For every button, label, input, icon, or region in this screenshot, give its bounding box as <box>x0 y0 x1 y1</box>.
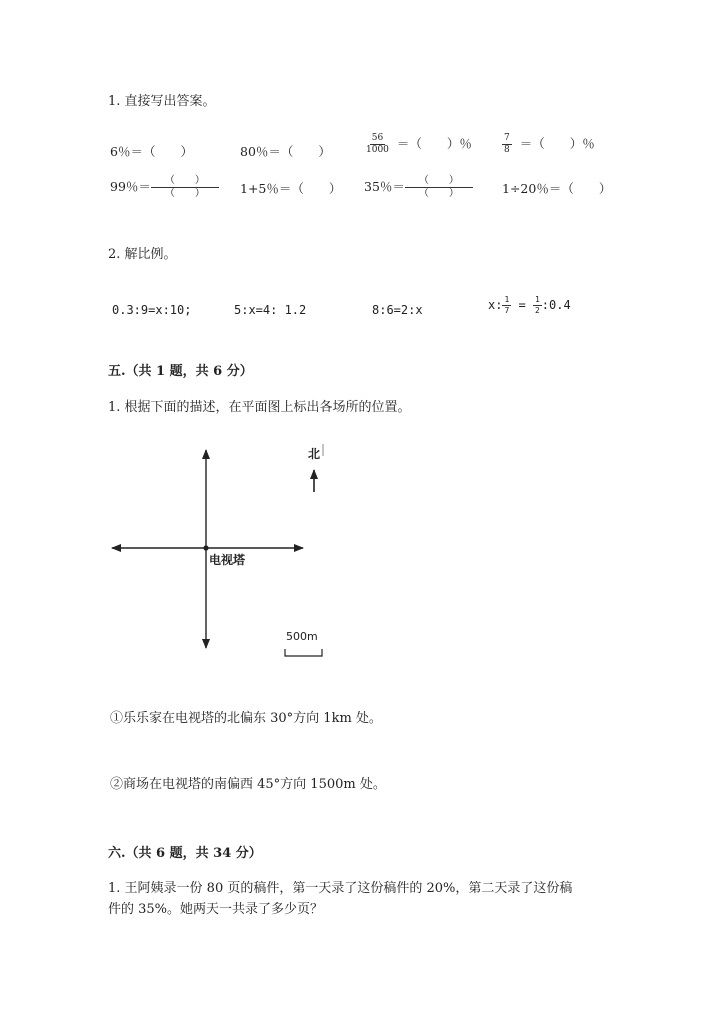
q1-expr-2: 80％＝（ ） <box>240 144 331 159</box>
section-5-item-2: ②商场在电视塔的南偏西 45°方向 1500m 处。 <box>110 777 386 792</box>
tv-tower-point <box>203 545 208 550</box>
q2-title: 2. 解比例。 <box>108 247 177 262</box>
expr-rest: ＝（ ）％ <box>396 136 472 151</box>
north-label: 北 <box>308 447 321 461</box>
section-5-question: 1. 根据下面的描述，在平面图上标出各场所的位置。 <box>108 400 411 415</box>
fraction-denominator: 1000 <box>366 145 389 155</box>
section-5-item-1: ①乐乐家在电视塔的北偏东 30°方向 1km 处。 <box>110 711 382 726</box>
scale-bar <box>285 649 322 656</box>
q2-expr-1: 0.3:9=x:10; <box>112 303 192 317</box>
expr-left: 35％＝ <box>364 179 405 194</box>
section-6-question-line-2: 件的 35%。她两天一共录了多少页？ <box>108 902 324 917</box>
fraction-denominator: 2 <box>534 306 540 315</box>
fraction-numerator: （ ） <box>405 176 473 188</box>
expr-part: = <box>511 298 533 312</box>
section-6-heading: 六.（共 6 题，共 34 分） <box>108 846 262 861</box>
q1-expr-1: 6％＝（ ） <box>110 144 193 159</box>
fraction-denominator: 7 <box>504 306 510 315</box>
fraction-numerator: 7 <box>504 133 510 143</box>
q1-title: 1. 直接写出答案。 <box>108 94 216 109</box>
fraction-denominator: 8 <box>504 145 510 155</box>
q2-expr-2: 5:x=4: 1.2 <box>234 303 307 317</box>
q1-expr-6: 1+5％＝（ ） <box>240 181 342 196</box>
expr-part: x: <box>488 298 503 312</box>
q2-expr-3: 8:6=2:x <box>372 303 423 317</box>
fraction-numerator: 56 <box>371 133 384 143</box>
tv-tower-label: 电视塔 <box>209 553 246 567</box>
expr-rest: ＝（ ）％ <box>519 136 595 151</box>
fraction-numerator: 1 <box>534 295 540 304</box>
fraction-denominator: （ ） <box>418 188 459 199</box>
section-6-question-line-1: 1. 王阿姨录一份 80 页的稿件，第一天录了这份稿件的 20%，第二天录了这份稿 <box>108 881 573 896</box>
expr-left: 99％＝ <box>110 179 151 194</box>
section-5-heading: 五.（共 1 题，共 6 分） <box>108 364 253 379</box>
fraction-numerator: （ ） <box>151 176 219 188</box>
expr-part: :0.4 <box>541 298 571 312</box>
fraction-numerator: 1 <box>504 295 510 304</box>
scale-label: 500m <box>286 630 318 643</box>
q1-expr-8: 1÷20％＝（ ） <box>502 181 612 196</box>
fraction-denominator: （ ） <box>164 188 205 199</box>
